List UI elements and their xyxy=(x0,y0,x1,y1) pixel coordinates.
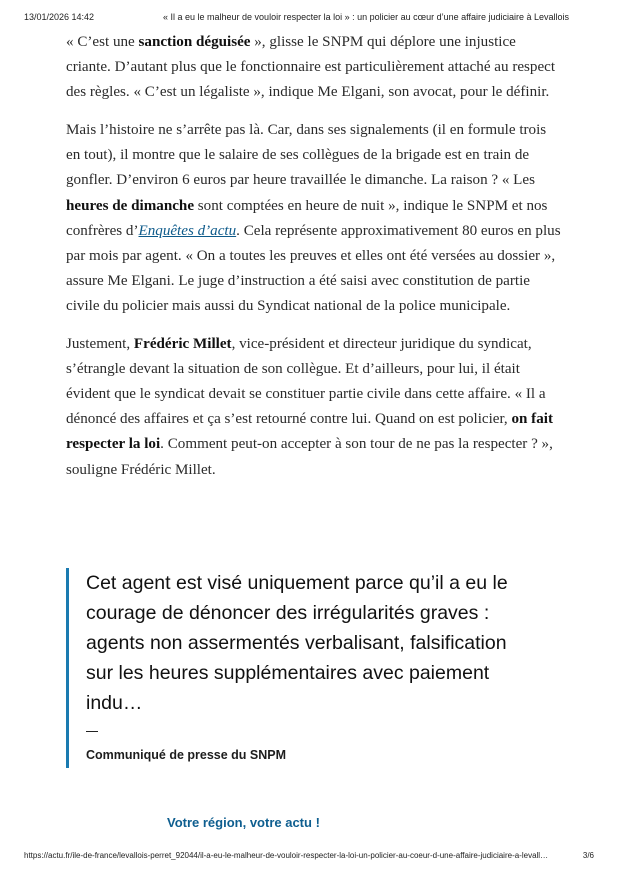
quote-source: Communiqué de presse du SNPM xyxy=(86,748,287,762)
print-url: https://actu.fr/ile-de-france/levallois-perret_92044/il-a-eu-le-malheur-de-vouloir-respecter-la-loi-un-policier-au-coeur-d-une-affaire-judiciaire-a-levall… xyxy=(24,851,549,860)
p3-bold-loi: on fait respecter la loi xyxy=(66,411,553,453)
p3-text-2: , vice-président et directeur juridique du syndicat, s’étrangle devant la situation de son collègue. Et d’ailleurs, pour lui, il était évident que le syndicat devait se constituer partie civile dans cette affaire. « Il a dénoncé des affaires et ça s’est retourné contre lui. Quand on est policier, xyxy=(66,336,546,428)
p1-text-2: », glisse le SNPM qui déplore une injustice criante. D’autant plus que le fonctionnaire est particulièrement attaché au respect des règles. « C’est un légaliste », indique Me Elgani, son avocat, pour le définir. xyxy=(66,34,556,101)
pull-quote xyxy=(66,568,549,768)
quote-dash xyxy=(86,731,98,732)
p2-bold-heures: heures de dimanche xyxy=(66,197,195,214)
region-link[interactable]: Votre région, votre actu ! xyxy=(167,815,320,830)
p2-text-2: sont comptées en heure de nuit », indique le SNPM et nos confrères d’ xyxy=(66,197,548,239)
page-number: 3/6 xyxy=(582,851,594,860)
p3-text-1: Justement, xyxy=(66,336,134,353)
article-body xyxy=(66,30,561,496)
p2-text-3: . Cela représente approximativement 80 euros en plus par mois par agent. « On a toutes les preuves et elles ont été versées au dossier », assure Me Elgani. Le juge d’instruction a été saisi avec constitution de partie civile du policier mais aussi du Syndicat national de la police municipale. xyxy=(66,222,561,314)
p2-text-1: Mais l’histoire ne s’arrête pas là. Car, dans ses signalements (il en formule trois en tout), il montre que le salaire de ses collègues de la brigade est en train de gonfler. D’environ 6 euros par heure travaillée le dimanche. La raison ? « Les xyxy=(66,122,547,189)
paragraph-3 xyxy=(66,332,561,483)
p1-text-1: « C’est une xyxy=(66,34,139,50)
print-page-title: « Il a eu le malheur de vouloir respecter la loi » : un policier au cœur d’une affaire judiciaire à Levallois xyxy=(163,12,570,22)
p1-bold-sanction: sanction déguisée xyxy=(138,34,251,50)
p3-text-3: . Comment peut-on accepter à son tour de ne pas la respecter ? », souligne Frédéric Millet. xyxy=(66,436,553,478)
p3-bold-millet: Frédéric Millet xyxy=(133,336,232,353)
paragraph-2 xyxy=(66,118,561,319)
paragraph-1 xyxy=(66,30,561,105)
quote-text: Cet agent est visé uniquement parce qu’il a eu le courage de dénoncer des irrégularités graves : agents non assermentés verbalisant, falsification sur les heures supplémentaires avec paiement indu… xyxy=(86,572,508,714)
enquetes-actu-link[interactable]: Enquêtes d’actu xyxy=(138,222,237,239)
print-date: 13/01/2026 14:42 xyxy=(24,12,95,22)
